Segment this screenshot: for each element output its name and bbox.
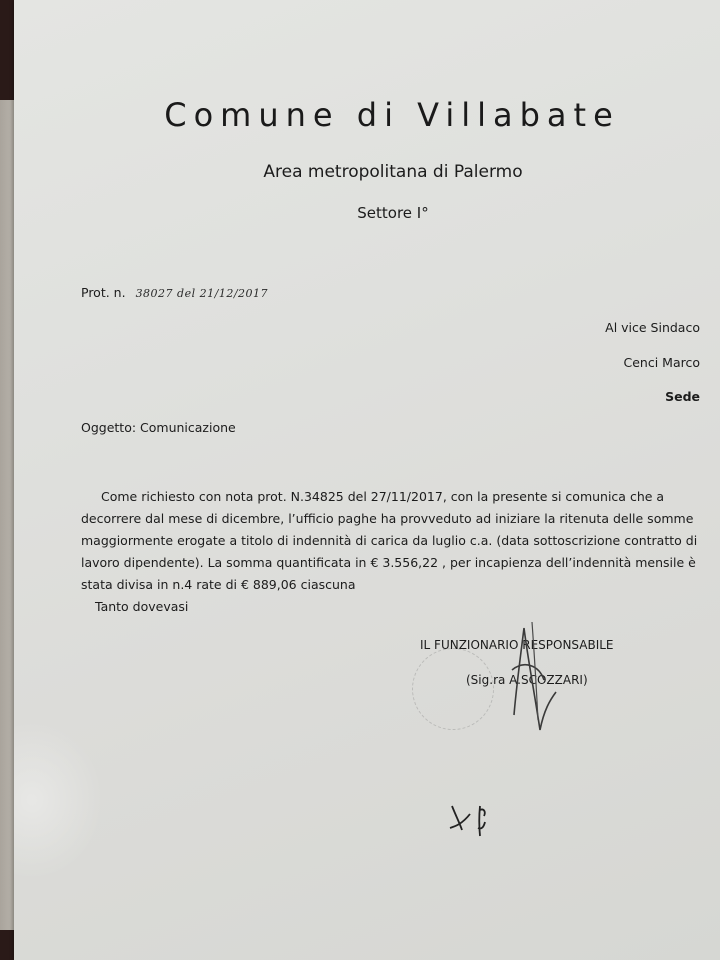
closing-line: Tanto dovevasi bbox=[95, 599, 189, 614]
body-line: lavoro dipendente). La somma quantificata in € 3.556,22 , per incapienza dell’indennità mensile è bbox=[81, 555, 696, 570]
protocol-line bbox=[81, 285, 268, 300]
recipient-location: Sede bbox=[665, 389, 700, 404]
body-line: stata divisa in n.4 rate di € 889,06 ciascuna bbox=[81, 577, 356, 592]
handwritten-initials-icon bbox=[444, 800, 504, 840]
body-paragraph bbox=[81, 486, 698, 596]
signatory-name: (Sig.ra A.SCOZZARI) bbox=[466, 673, 588, 687]
body-line: decorrere dal mese di dicembre, l’ufficio paghe ha provveduto ad iniziare la ritenuta delle somme bbox=[81, 511, 694, 526]
recipient-name: Cenci Marco bbox=[623, 355, 700, 370]
protocol-handwritten-number: 38027 del 21/12/2017 bbox=[135, 287, 269, 300]
document-page bbox=[14, 0, 720, 960]
protocol-label: Prot. n. bbox=[81, 285, 126, 300]
handwritten-signature-icon bbox=[494, 620, 574, 740]
body-line: Come richiesto con nota prot. N.34825 del 27/11/2017, con la presente si comunica che a bbox=[101, 489, 665, 504]
letterhead-subtitle: Area metropolitana di Palermo bbox=[263, 162, 523, 182]
subject-line: Oggetto: Comunicazione bbox=[81, 420, 236, 435]
recipient-role: Al vice Sindaco bbox=[605, 320, 700, 335]
letterhead-sector: Settore I° bbox=[357, 204, 429, 222]
body-line: maggiormente erogate a titolo di indennità di carica da luglio c.a. (data sottoscrizione contratto di bbox=[81, 533, 698, 548]
official-stamp bbox=[412, 648, 494, 730]
signatory-title: IL FUNZIONARIO RESPONSABILE bbox=[420, 638, 614, 652]
letterhead-title: Comune di Villabate bbox=[164, 96, 620, 134]
